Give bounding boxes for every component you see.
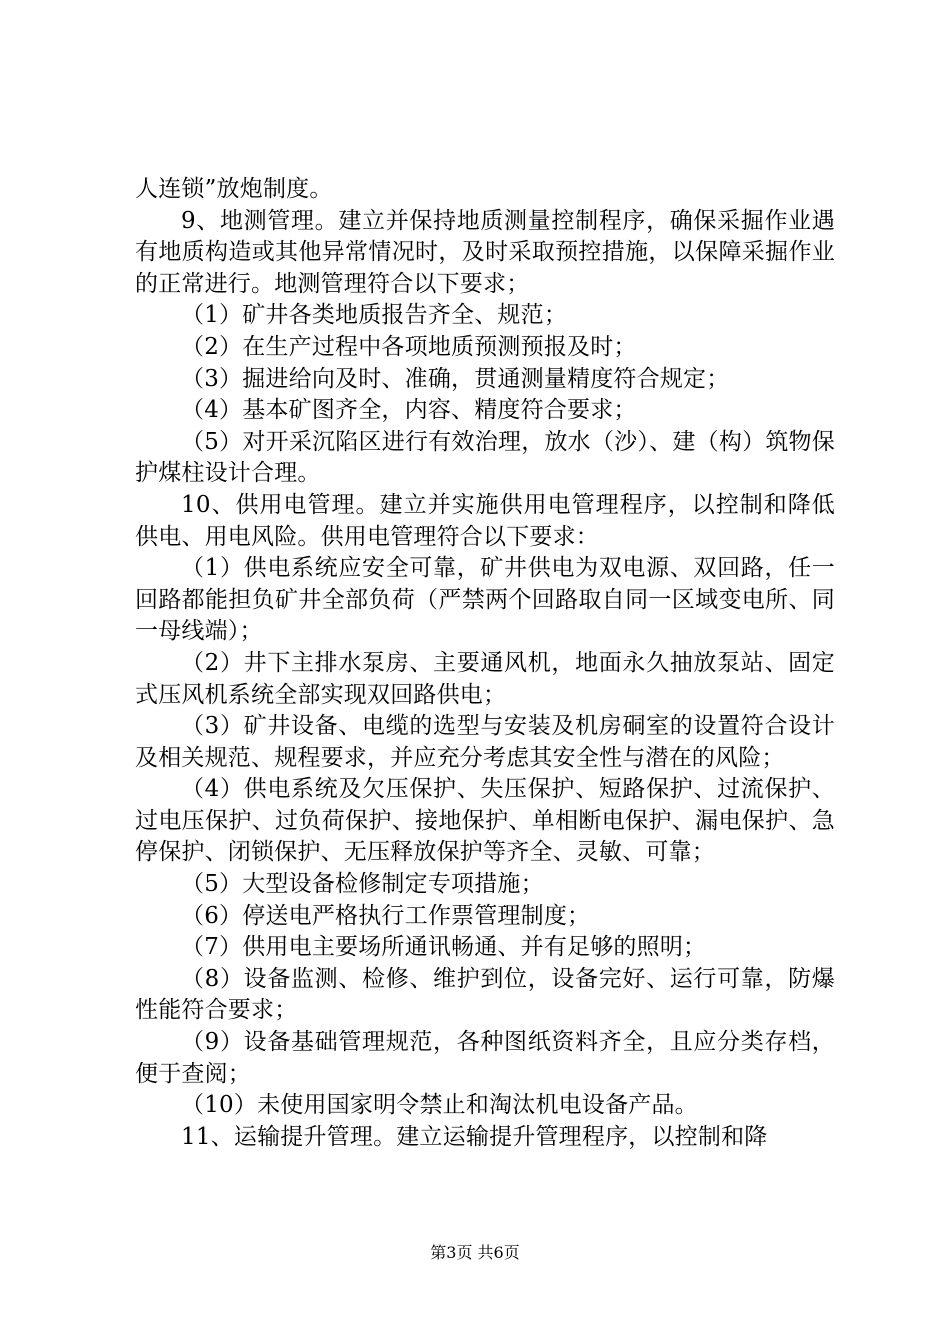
paragraph-item-10-4: （4）供电系统及欠压保护、失压保护、短路保护、过流保护、过电压保护、过负荷保护、接地保护、单相断电保护、漏电保护、急停保护、闭锁保护、无压释放保护等齐全、灵敏、可靠； bbox=[135, 776, 835, 866]
paragraph-item-9-2: （2）在生产过程中各项地质预测预报及时； bbox=[181, 333, 637, 360]
paragraph-item-10-1: （1）供电系统应安全可靠，矿井供电为双电源、双回路，任一回路都能担负矿井全部负荷（严禁两个回路取自同一区域变电所、同一母线端）； bbox=[135, 555, 835, 645]
paragraph-continuation: 人连锁”放炮制度。 bbox=[135, 176, 333, 202]
paragraph-item-10-9: （9）设备基础管理规范，各种图纸资料齐全，且应分类存档，便于查阅； bbox=[135, 1029, 835, 1087]
paragraph-section-10: 10、供用电管理。建立并实施供用电管理程序，以控制和降低供电、用电风险。供用电管理符合以下要求： bbox=[135, 491, 835, 550]
paragraph-item-10-5: （5）大型设备检修制定专项措施； bbox=[181, 871, 544, 898]
paragraph-item-9-4: （4）基本矿图齐全，内容、精度符合要求； bbox=[181, 397, 637, 424]
document-body bbox=[135, 174, 835, 1153]
paragraph-item-10-2: （2）井下主排水泵房、主要通风机，地面永久抽放泵站、固定式压风机系统全部实现双回路供电； bbox=[135, 649, 835, 708]
page-footer bbox=[0, 1243, 950, 1263]
paragraph-item-9-5: （5）对开采沉陷区进行有效治理，放水（沙）、建（构）筑物保护煤柱设计合理。 bbox=[135, 428, 835, 487]
paragraph-section-9: 9、地测管理。建立并保持地质测量控制程序，确保采掘作业遇有地质构造或其他异常情况时，及时采取预控措施，以保障采掘作业的正常进行。地测管理符合以下要求； bbox=[135, 207, 835, 297]
paragraph-item-9-3: （3）掘进给向及时、准确，贯通测量精度符合规定； bbox=[181, 365, 730, 392]
paragraph-item-10-8: （8）设备监测、检修、维护到位，设备完好、运行可靠，防爆性能符合要求； bbox=[135, 965, 835, 1024]
paragraph-section-11: 11、运输提升管理。建立运输提升管理程序，以控制和降 bbox=[181, 1123, 768, 1150]
paragraph-item-10-10: （10）未使用国家明令禁止和淘汰机电设备产品。 bbox=[181, 1092, 698, 1119]
paragraph-item-10-6: （6）停送电严格执行工作票管理制度； bbox=[181, 902, 591, 929]
paragraph-item-10-7: （7）供用电主要场所通讯畅通、并有足够的照明； bbox=[181, 934, 707, 961]
paragraph-item-9-1: （1）矿井各类地质报告齐全、规范； bbox=[181, 302, 568, 329]
paragraph-item-10-3: （3）矿井设备、电缆的选型与安装及机房硐室的设置符合设计及相关规范、规程要求，并应充分考虑其安全性与潜在的风险； bbox=[135, 713, 835, 771]
page-number-label: 第3页 共6页 bbox=[430, 1243, 520, 1262]
